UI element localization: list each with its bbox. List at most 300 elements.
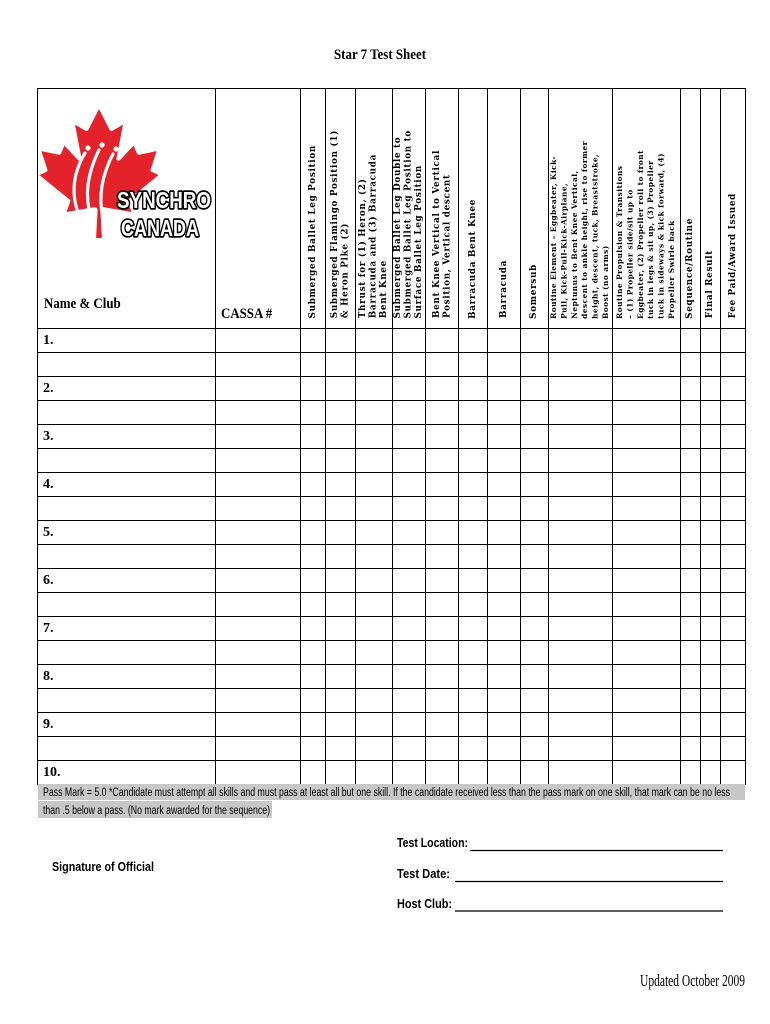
entry-row <box>38 617 746 641</box>
score-cell[interactable] <box>356 401 393 425</box>
score-cell[interactable] <box>488 761 521 785</box>
score-cell[interactable] <box>613 449 681 473</box>
score-cell[interactable] <box>521 545 549 569</box>
score-cell[interactable] <box>459 497 488 521</box>
score-cell[interactable] <box>721 617 746 641</box>
score-cell[interactable] <box>681 665 701 689</box>
score-cell[interactable] <box>326 353 356 377</box>
header-routine-propulsion: Routine Propulsion & Transitions – (1) Propeller side/sit up to Eggbeater, (2) Propeller roll to front tuck in legs & sit up, (3) Propeller tuck in sideways & kick forward, (4) Propeller Swirle back <box>615 149 677 319</box>
score-cell[interactable] <box>721 521 746 545</box>
score-cell[interactable] <box>393 401 426 425</box>
score-cell[interactable] <box>393 713 426 737</box>
name-club-cell[interactable] <box>38 593 216 617</box>
score-cell[interactable] <box>301 761 326 785</box>
score-cell[interactable] <box>459 713 488 737</box>
score-cell[interactable] <box>393 377 426 401</box>
name-club-cell[interactable] <box>38 665 216 689</box>
score-cell[interactable] <box>488 449 521 473</box>
score-cell[interactable] <box>426 569 459 593</box>
score-cell[interactable] <box>613 545 681 569</box>
cassa-cell[interactable] <box>216 641 301 665</box>
score-cell[interactable] <box>488 569 521 593</box>
score-cell[interactable] <box>356 449 393 473</box>
score-cell[interactable] <box>681 593 701 617</box>
name-club-cell[interactable] <box>38 689 216 713</box>
score-cell[interactable] <box>459 641 488 665</box>
score-cell[interactable] <box>393 569 426 593</box>
cassa-cell[interactable] <box>216 545 301 569</box>
score-cell[interactable] <box>488 473 521 497</box>
score-cell[interactable] <box>681 401 701 425</box>
score-cell[interactable] <box>488 497 521 521</box>
score-cell[interactable] <box>521 449 549 473</box>
score-cell[interactable] <box>701 665 721 689</box>
score-cell[interactable] <box>356 329 393 353</box>
score-cell[interactable] <box>326 473 356 497</box>
score-cell[interactable] <box>301 665 326 689</box>
score-cell[interactable] <box>326 497 356 521</box>
score-cell[interactable] <box>426 377 459 401</box>
score-cell[interactable] <box>521 425 549 449</box>
score-cell[interactable] <box>521 761 549 785</box>
score-cell[interactable] <box>301 353 326 377</box>
cassa-cell[interactable] <box>216 617 301 641</box>
score-cell[interactable] <box>488 593 521 617</box>
score-cell[interactable] <box>701 377 721 401</box>
score-cell[interactable] <box>613 425 681 449</box>
score-cell[interactable] <box>356 617 393 641</box>
cassa-cell[interactable] <box>216 689 301 713</box>
score-cell[interactable] <box>488 401 521 425</box>
score-cell[interactable] <box>549 425 613 449</box>
score-cell[interactable] <box>459 737 488 761</box>
score-cell[interactable] <box>549 521 613 545</box>
score-cell[interactable] <box>326 665 356 689</box>
score-cell[interactable] <box>549 665 613 689</box>
score-cell[interactable] <box>426 545 459 569</box>
score-cell[interactable] <box>681 377 701 401</box>
score-cell[interactable] <box>459 449 488 473</box>
score-cell[interactable] <box>549 761 613 785</box>
score-cell[interactable] <box>549 617 613 641</box>
score-cell[interactable] <box>488 641 521 665</box>
score-cell[interactable] <box>426 497 459 521</box>
score-cell[interactable] <box>326 377 356 401</box>
score-cell[interactable] <box>426 641 459 665</box>
score-cell[interactable] <box>721 497 746 521</box>
score-cell[interactable] <box>488 545 521 569</box>
score-cell[interactable] <box>613 473 681 497</box>
score-cell[interactable] <box>681 569 701 593</box>
score-cell[interactable] <box>681 353 701 377</box>
score-cell[interactable] <box>459 689 488 713</box>
score-cell[interactable] <box>393 665 426 689</box>
score-cell[interactable] <box>459 521 488 545</box>
score-cell[interactable] <box>549 713 613 737</box>
score-cell[interactable] <box>521 617 549 641</box>
score-cell[interactable] <box>326 593 356 617</box>
score-cell[interactable] <box>549 689 613 713</box>
score-cell[interactable] <box>488 377 521 401</box>
score-cell[interactable] <box>326 521 356 545</box>
score-cell[interactable] <box>613 689 681 713</box>
name-club-cell[interactable] <box>38 425 216 449</box>
score-cell[interactable] <box>521 737 549 761</box>
score-cell[interactable] <box>393 617 426 641</box>
score-cell[interactable] <box>459 593 488 617</box>
score-cell[interactable] <box>613 569 681 593</box>
score-cell[interactable] <box>356 593 393 617</box>
score-cell[interactable] <box>301 473 326 497</box>
score-cell[interactable] <box>521 521 549 545</box>
score-cell[interactable] <box>681 617 701 641</box>
cassa-cell[interactable] <box>216 425 301 449</box>
score-cell[interactable] <box>681 329 701 353</box>
score-cell[interactable] <box>326 425 356 449</box>
score-cell[interactable] <box>721 713 746 737</box>
cassa-cell[interactable] <box>216 329 301 353</box>
score-cell[interactable] <box>426 353 459 377</box>
score-cell[interactable] <box>549 329 613 353</box>
score-cell[interactable] <box>426 665 459 689</box>
cassa-cell[interactable] <box>216 449 301 473</box>
score-cell[interactable] <box>301 449 326 473</box>
score-cell[interactable] <box>613 761 681 785</box>
score-cell[interactable] <box>426 761 459 785</box>
score-cell[interactable] <box>613 401 681 425</box>
score-cell[interactable] <box>681 497 701 521</box>
cassa-cell[interactable] <box>216 665 301 689</box>
score-cell[interactable] <box>301 617 326 641</box>
score-cell[interactable] <box>356 761 393 785</box>
score-cell[interactable] <box>426 521 459 545</box>
score-cell[interactable] <box>521 401 549 425</box>
score-cell[interactable] <box>393 497 426 521</box>
score-cell[interactable] <box>488 713 521 737</box>
score-cell[interactable] <box>681 545 701 569</box>
score-cell[interactable] <box>521 641 549 665</box>
name-club-header: Name & Club <box>44 295 121 312</box>
score-cell[interactable] <box>721 353 746 377</box>
score-cell[interactable] <box>701 353 721 377</box>
score-cell[interactable] <box>701 617 721 641</box>
name-club-cell[interactable] <box>38 329 216 353</box>
entry-number: 2. <box>43 380 54 396</box>
score-cell[interactable] <box>613 713 681 737</box>
cassa-cell[interactable] <box>216 761 301 785</box>
score-cell[interactable] <box>356 497 393 521</box>
score-cell[interactable] <box>459 665 488 689</box>
score-cell[interactable] <box>393 353 426 377</box>
cassa-cell[interactable] <box>216 521 301 545</box>
name-club-cell[interactable] <box>38 737 216 761</box>
score-cell[interactable] <box>459 401 488 425</box>
score-cell[interactable] <box>521 713 549 737</box>
score-cell[interactable] <box>426 617 459 641</box>
score-cell[interactable] <box>301 593 326 617</box>
score-cell[interactable] <box>681 761 701 785</box>
score-cell[interactable] <box>459 353 488 377</box>
name-club-cell[interactable] <box>38 473 216 497</box>
score-cell[interactable] <box>701 593 721 617</box>
score-cell[interactable] <box>426 713 459 737</box>
name-club-cell[interactable] <box>38 521 216 545</box>
score-cell[interactable] <box>393 689 426 713</box>
score-cell[interactable] <box>549 641 613 665</box>
score-cell[interactable] <box>326 329 356 353</box>
score-cell[interactable] <box>326 401 356 425</box>
score-cell[interactable] <box>301 425 326 449</box>
score-cell[interactable] <box>301 569 326 593</box>
score-cell[interactable] <box>701 329 721 353</box>
score-cell[interactable] <box>488 665 521 689</box>
score-cell[interactable] <box>701 761 721 785</box>
score-cell[interactable] <box>326 713 356 737</box>
score-cell[interactable] <box>301 641 326 665</box>
score-cell[interactable] <box>459 425 488 449</box>
score-cell[interactable] <box>721 737 746 761</box>
score-cell[interactable] <box>721 665 746 689</box>
score-cell[interactable] <box>426 449 459 473</box>
cassa-cell[interactable] <box>216 569 301 593</box>
header-somersub: Somersub <box>529 263 540 319</box>
score-cell[interactable] <box>701 425 721 449</box>
score-cell[interactable] <box>701 545 721 569</box>
name-club-cell[interactable] <box>38 353 216 377</box>
score-cell[interactable] <box>356 473 393 497</box>
score-cell[interactable] <box>549 497 613 521</box>
score-cell[interactable] <box>356 569 393 593</box>
score-cell[interactable] <box>426 329 459 353</box>
score-cell[interactable] <box>521 665 549 689</box>
score-cell[interactable] <box>459 377 488 401</box>
score-cell[interactable] <box>549 449 613 473</box>
score-cell[interactable] <box>613 497 681 521</box>
score-cell[interactable] <box>521 569 549 593</box>
score-cell[interactable] <box>301 545 326 569</box>
score-cell[interactable] <box>393 425 426 449</box>
score-cell[interactable] <box>681 449 701 473</box>
score-cell[interactable] <box>701 713 721 737</box>
score-cell[interactable] <box>393 761 426 785</box>
score-cell[interactable] <box>721 377 746 401</box>
score-cell[interactable] <box>721 761 746 785</box>
score-cell[interactable] <box>681 521 701 545</box>
score-cell[interactable] <box>393 449 426 473</box>
cassa-cell[interactable] <box>216 401 301 425</box>
name-club-cell[interactable] <box>38 377 216 401</box>
score-cell[interactable] <box>701 641 721 665</box>
cassa-cell[interactable] <box>216 353 301 377</box>
score-cell[interactable] <box>393 329 426 353</box>
score-cell[interactable] <box>721 689 746 713</box>
pass-mark-line-1: Pass Mark = 5.0 *Candidate must attempt all skills and must pass at least all but one skill. If the candidate received less than the pass mark on one skill, that mark can be no less <box>43 787 731 799</box>
score-cell[interactable] <box>459 569 488 593</box>
cassa-cell[interactable] <box>216 473 301 497</box>
score-cell[interactable] <box>459 545 488 569</box>
score-cell[interactable] <box>681 713 701 737</box>
entry-number: 6. <box>43 572 54 588</box>
score-cell[interactable] <box>681 737 701 761</box>
name-club-cell[interactable] <box>38 617 216 641</box>
score-cell[interactable] <box>488 689 521 713</box>
score-cell[interactable] <box>721 449 746 473</box>
score-cell[interactable] <box>356 689 393 713</box>
name-club-cell[interactable] <box>38 449 216 473</box>
score-cell[interactable] <box>426 401 459 425</box>
score-cell[interactable] <box>426 473 459 497</box>
score-cell[interactable] <box>721 641 746 665</box>
score-cell[interactable] <box>681 641 701 665</box>
score-cell[interactable] <box>549 401 613 425</box>
score-cell[interactable] <box>393 737 426 761</box>
score-cell[interactable] <box>326 569 356 593</box>
score-cell[interactable] <box>356 713 393 737</box>
score-cell[interactable] <box>521 473 549 497</box>
score-cell[interactable] <box>326 449 356 473</box>
name-club-cell[interactable] <box>38 545 216 569</box>
score-cell[interactable] <box>721 569 746 593</box>
score-cell[interactable] <box>721 401 746 425</box>
score-cell[interactable] <box>549 473 613 497</box>
skill-header-cell <box>326 89 356 329</box>
score-cell[interactable] <box>613 641 681 665</box>
score-cell[interactable] <box>356 353 393 377</box>
entry-row <box>38 761 746 785</box>
cassa-cell[interactable] <box>216 377 301 401</box>
score-cell[interactable] <box>356 377 393 401</box>
score-cell[interactable] <box>701 689 721 713</box>
score-cell[interactable] <box>613 353 681 377</box>
score-cell[interactable] <box>393 545 426 569</box>
score-cell[interactable] <box>549 593 613 617</box>
score-cell[interactable] <box>521 593 549 617</box>
score-cell[interactable] <box>613 593 681 617</box>
score-cell[interactable] <box>613 329 681 353</box>
cassa-cell[interactable] <box>216 737 301 761</box>
skill-header-cell <box>356 89 393 329</box>
score-cell[interactable] <box>326 737 356 761</box>
score-cell[interactable] <box>701 737 721 761</box>
score-cell[interactable] <box>488 737 521 761</box>
score-cell[interactable] <box>326 545 356 569</box>
name-club-cell[interactable] <box>38 713 216 737</box>
score-cell[interactable] <box>356 545 393 569</box>
cassa-cell[interactable] <box>216 593 301 617</box>
score-cell[interactable] <box>488 617 521 641</box>
name-club-cell[interactable] <box>38 497 216 521</box>
score-cell[interactable] <box>721 473 746 497</box>
score-cell[interactable] <box>488 329 521 353</box>
score-cell[interactable] <box>459 473 488 497</box>
score-cell[interactable] <box>701 401 721 425</box>
score-cell[interactable] <box>301 521 326 545</box>
score-cell[interactable] <box>613 665 681 689</box>
cassa-cell[interactable] <box>216 497 301 521</box>
score-cell[interactable] <box>521 329 549 353</box>
score-cell[interactable] <box>701 449 721 473</box>
score-cell[interactable] <box>521 377 549 401</box>
score-cell[interactable] <box>488 353 521 377</box>
score-cell[interactable] <box>488 425 521 449</box>
score-cell[interactable] <box>426 737 459 761</box>
skill-header-cell <box>459 89 488 329</box>
score-cell[interactable] <box>426 689 459 713</box>
score-cell[interactable] <box>549 353 613 377</box>
score-cell[interactable] <box>356 521 393 545</box>
score-cell[interactable] <box>459 761 488 785</box>
score-cell[interactable] <box>301 377 326 401</box>
name-club-cell[interactable] <box>38 401 216 425</box>
score-cell[interactable] <box>701 497 721 521</box>
score-cell[interactable] <box>521 353 549 377</box>
score-cell[interactable] <box>301 737 326 761</box>
score-cell[interactable] <box>393 641 426 665</box>
score-cell[interactable] <box>549 545 613 569</box>
score-cell[interactable] <box>326 617 356 641</box>
score-cell[interactable] <box>613 737 681 761</box>
skill-header-cell <box>721 89 746 329</box>
score-cell[interactable] <box>613 617 681 641</box>
score-cell[interactable] <box>301 497 326 521</box>
score-cell[interactable] <box>459 329 488 353</box>
score-cell[interactable] <box>701 473 721 497</box>
score-cell[interactable] <box>613 377 681 401</box>
score-cell[interactable] <box>301 401 326 425</box>
score-cell[interactable] <box>426 593 459 617</box>
score-cell[interactable] <box>301 689 326 713</box>
score-cell[interactable] <box>681 689 701 713</box>
score-cell[interactable] <box>326 689 356 713</box>
name-club-cell[interactable] <box>38 569 216 593</box>
score-cell[interactable] <box>549 377 613 401</box>
score-cell[interactable] <box>326 641 356 665</box>
score-cell[interactable] <box>301 329 326 353</box>
score-cell[interactable] <box>488 521 521 545</box>
score-cell[interactable] <box>326 761 356 785</box>
score-cell[interactable] <box>521 689 549 713</box>
name-club-cell[interactable] <box>38 641 216 665</box>
cassa-cell[interactable] <box>216 713 301 737</box>
signature-of-official-label: Signature of Official <box>52 859 154 874</box>
skill-header-cell <box>488 89 521 329</box>
name-club-cell[interactable] <box>38 761 216 785</box>
score-cell[interactable] <box>721 593 746 617</box>
score-cell[interactable] <box>301 713 326 737</box>
score-cell[interactable] <box>701 521 721 545</box>
score-cell[interactable] <box>426 425 459 449</box>
score-cell[interactable] <box>549 737 613 761</box>
score-cell[interactable] <box>521 497 549 521</box>
entry-row <box>38 569 746 593</box>
score-cell[interactable] <box>356 737 393 761</box>
score-cell[interactable] <box>721 545 746 569</box>
score-cell[interactable] <box>681 473 701 497</box>
score-cell[interactable] <box>701 569 721 593</box>
score-cell[interactable] <box>721 425 746 449</box>
score-cell[interactable] <box>356 641 393 665</box>
score-cell[interactable] <box>459 617 488 641</box>
score-cell[interactable] <box>613 521 681 545</box>
score-cell[interactable] <box>721 329 746 353</box>
score-cell[interactable] <box>393 521 426 545</box>
score-cell[interactable] <box>356 425 393 449</box>
score-cell[interactable] <box>356 665 393 689</box>
score-cell[interactable] <box>393 473 426 497</box>
score-cell[interactable] <box>681 425 701 449</box>
score-cell[interactable] <box>549 569 613 593</box>
score-cell[interactable] <box>393 593 426 617</box>
